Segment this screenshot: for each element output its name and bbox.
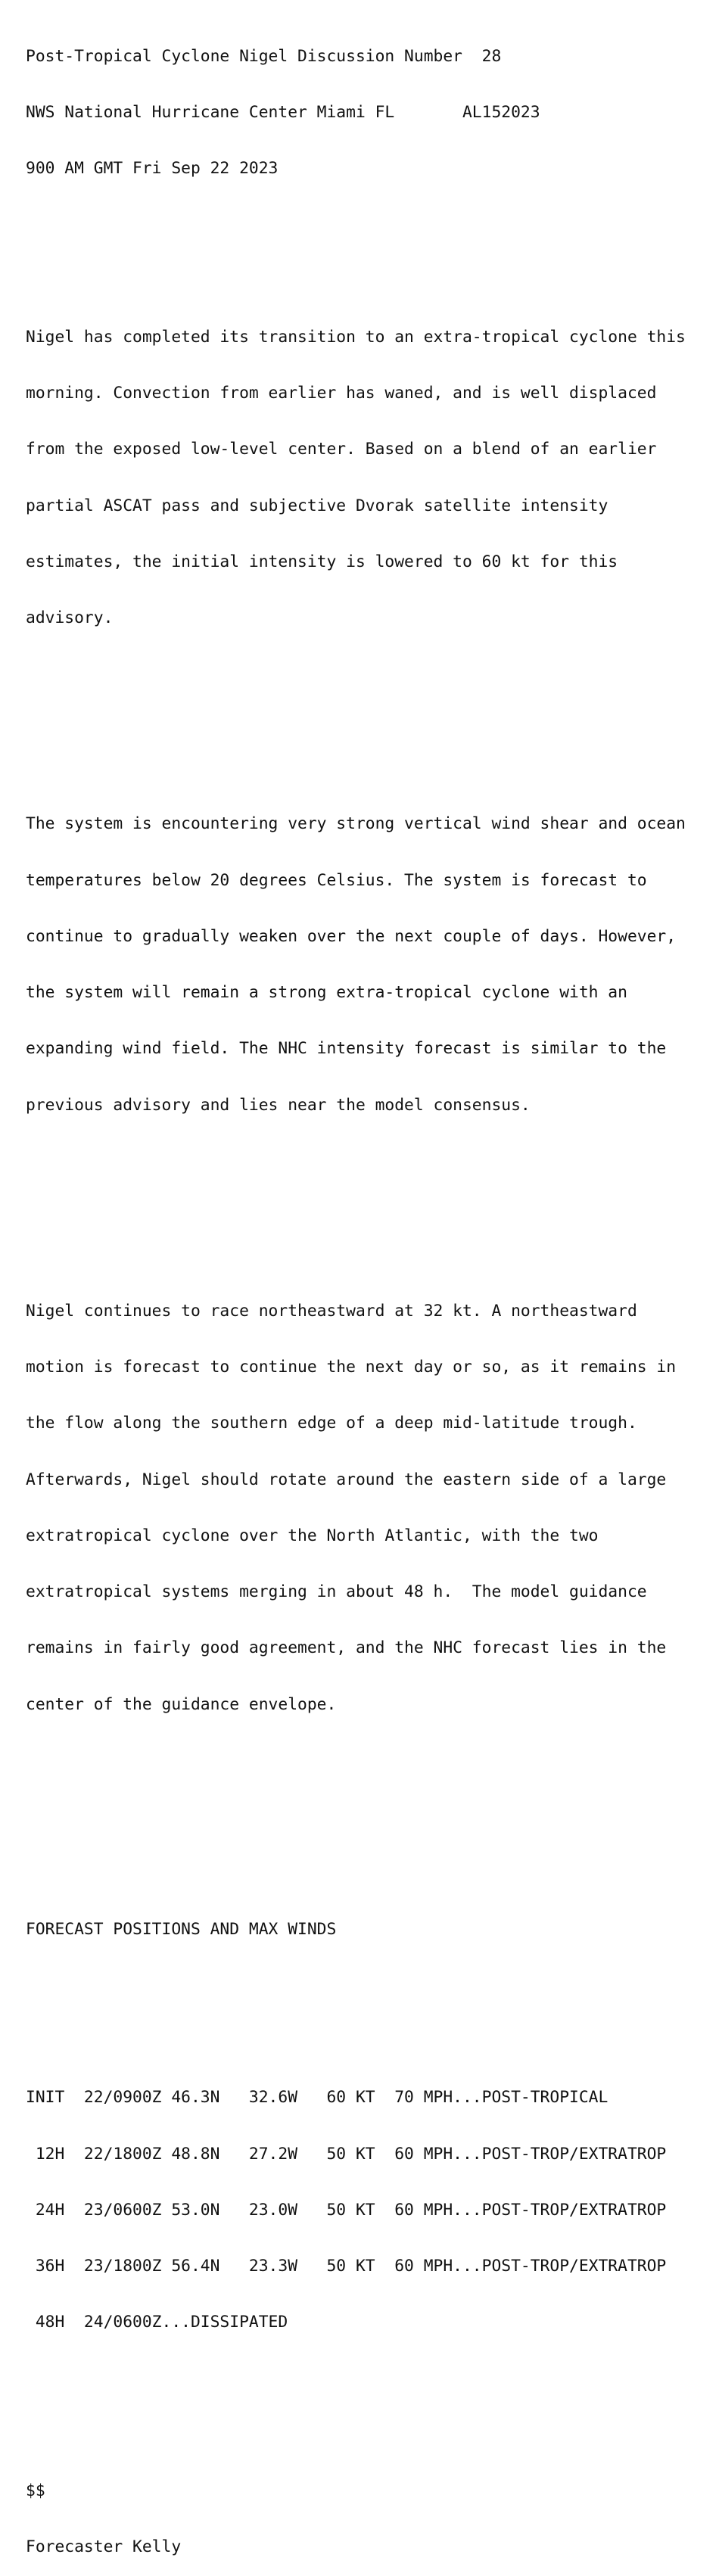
forecast-row: INIT 22/0900Z 46.3N 32.6W 60 KT 70 MPH...POST-TROPICAL (26, 2088, 609, 2108)
spacer (26, 2407, 686, 2426)
paragraph-line: center of the guidance envelope. (26, 1694, 337, 1714)
spacer (26, 216, 686, 235)
paragraph-line: morning. Convection from earlier has waned, and is well displaced (26, 384, 657, 403)
paragraph-line: expanding wind field. The NHC intensity forecast is similar to the (26, 1039, 667, 1059)
spacer (26, 703, 686, 722)
spacer (26, 1190, 686, 1209)
paragraph-line: the flow along the southern edge of a deep mid-latitude trough. (26, 1414, 637, 1433)
paragraph-line: Afterwards, Nigel should rotate around the eastern side of a large (26, 1470, 667, 1489)
forecast-table (26, 2052, 686, 2370)
spacer (26, 1789, 686, 1808)
paragraph-line: from the exposed low-level center. Based on a blend of an earlier (26, 440, 657, 459)
discussion-document (26, 10, 686, 2576)
paragraph-line: continue to gradually weaken over the next couple of days. However, (26, 926, 677, 946)
paragraph-track (26, 1265, 686, 1752)
paragraph-line: The system is encountering very strong vertical wind shear and ocean (26, 814, 686, 834)
end-marker: $$ (26, 2481, 45, 2500)
forecast-row: 48H 24/0600Z...DISSIPATED (26, 2313, 288, 2332)
discussion-title: Post-Tropical Cyclone Nigel Discussion Number 28 (26, 46, 502, 66)
forecast-row: 12H 22/1800Z 48.8N 27.2W 50 KT 60 MPH...POST-TROP/EXTRATROP (26, 2144, 667, 2164)
paragraph-line: Nigel continues to race northeastward at 32 kt. A northeastward (26, 1301, 637, 1321)
paragraph-line: partial ASCAT pass and subjective Dvorak satellite intensity (26, 496, 609, 515)
spacer (26, 1846, 686, 1865)
paragraph-line: motion is forecast to continue the next day or so, as it remains in (26, 1358, 677, 1377)
spacer (26, 1977, 686, 1996)
forecast-row: 36H 23/1800Z 56.4N 23.3W 50 KT 60 MPH...POST-TROP/EXTRATROP (26, 2257, 667, 2276)
forecast-row: 24H 23/0600Z 53.0N 23.0W 50 KT 60 MPH...POST-TROP/EXTRATROP (26, 2200, 667, 2220)
paragraph-line: previous advisory and lies near the model consensus. (26, 1095, 531, 1115)
paragraph-line: estimates, the initial intensity is lowered to 60 kt for this (26, 552, 618, 571)
forecaster-signature: Forecaster Kelly (26, 2537, 182, 2557)
paragraph-line: advisory. (26, 608, 114, 627)
paragraph-intensity (26, 291, 686, 665)
paragraph-environment (26, 778, 686, 1153)
paragraph-line: extratropical cyclone over the North Atlantic, with the two (26, 1526, 599, 1545)
paragraph-line: the system will remain a strong extra-tropical cyclone with an (26, 983, 627, 1002)
issuing-office: NWS National Hurricane Center Miami FL AL152023 (26, 102, 540, 122)
paragraph-line: Nigel has completed its transition to an extra-tropical cyclone this (26, 327, 686, 347)
issue-time: 900 AM GMT Fri Sep 22 2023 (26, 159, 279, 178)
paragraph-line: temperatures below 20 degrees Celsius. The system is forecast to (26, 870, 647, 890)
paragraph-line: remains in fairly good agreement, and the NHC forecast lies in the (26, 1638, 667, 1658)
paragraph-line: extratropical systems merging in about 48 h. The model guidance (26, 1582, 647, 1601)
forecast-table-title: FORECAST POSITIONS AND MAX WINDS (26, 1919, 337, 1939)
